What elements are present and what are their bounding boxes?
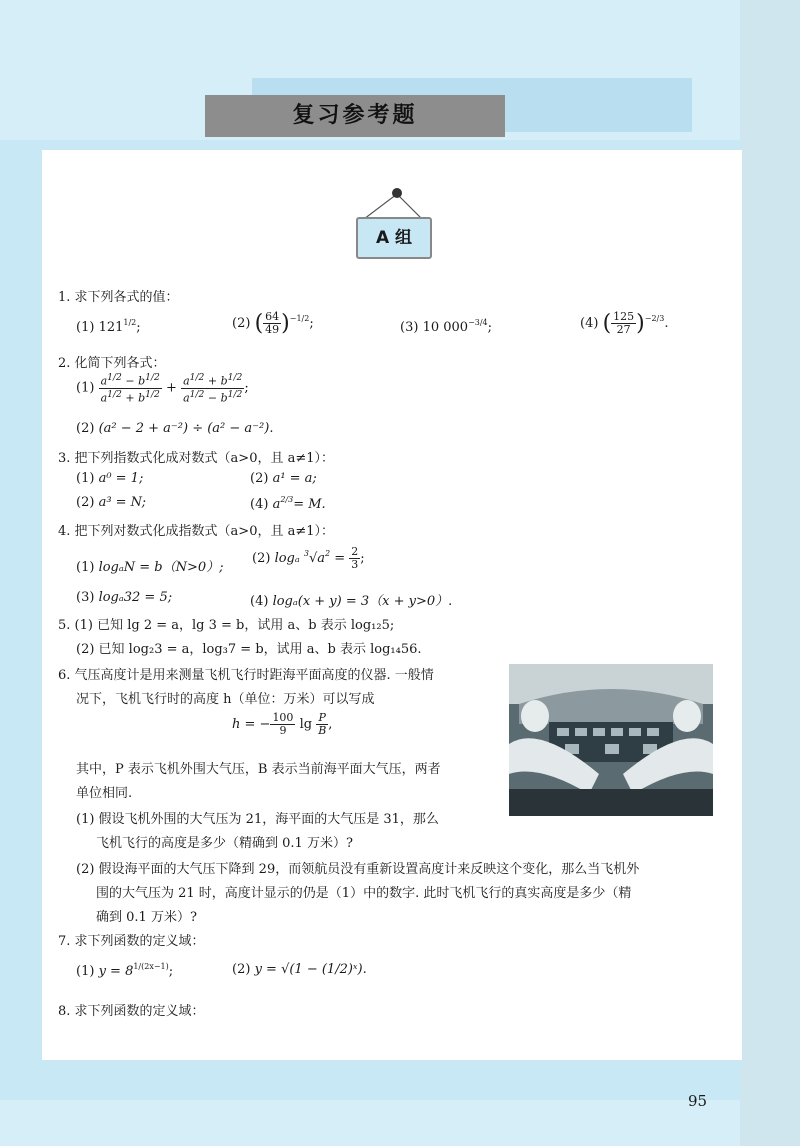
fraction: $\frac{a^{1/2} + b^{1/2}}{a^{1/2} - b^{1/2}}$	[183, 372, 243, 405]
item-label: (3)	[400, 320, 419, 335]
question-3	[58, 447, 334, 466]
expression: (a² − 2 + a⁻²) ÷ (a² − a⁻²).	[98, 421, 274, 436]
item-label: (2)	[232, 962, 251, 977]
denominator: B	[318, 724, 327, 737]
question-4	[58, 520, 334, 539]
question-6-sub-1-line-1: (1) 假设飞机外围的大气压为 21，海平面的大气压是 31，那么	[76, 812, 439, 827]
item-label: (1)	[76, 471, 95, 486]
fraction: $\frac{64}{49}$	[265, 310, 280, 336]
expression: a⁰ = 1;	[98, 471, 144, 486]
question-text: (1) 已知 lg 2 = a，lg 3 = b，试用 a、b 表示 log₁₂5;	[74, 618, 395, 633]
q3-item-4	[250, 495, 326, 512]
pin-icon	[392, 188, 402, 198]
item-label: (4)	[250, 497, 269, 512]
q7-item-2	[232, 962, 367, 977]
question-prompt: 求下列各式的值：	[74, 290, 179, 305]
numerator: P	[316, 712, 328, 725]
item-label: (2)	[76, 421, 95, 436]
question-number: 2.	[58, 356, 71, 371]
q2-item-1: (1) $\frac{a^{1/2} - b^{1/2}}{a^{1/2} + b^{1/2}}$ + $\frac{a^{1/2} + b^{1/2}}{a^{1/2} - b^{1/2}}$ ;	[76, 372, 249, 405]
question-6-line-2: 况下，飞机飞行时的高度 h（单位：万米）可以写成	[76, 692, 375, 707]
item-label: (1)	[76, 320, 95, 335]
exponent: −3/4	[468, 318, 488, 327]
altitude-formula	[232, 712, 332, 737]
q4-item-4	[250, 590, 452, 609]
q3-item-3	[76, 495, 146, 510]
question-prompt: 求下列函数的定义域：	[74, 934, 205, 949]
item-label: (4)	[250, 594, 269, 609]
question-6-sub-2-line-2: 围的大气压为 21 时，高度计显示的仍是（1）中的数字. 此时飞机飞行的真实高度是多少（精	[96, 886, 632, 901]
q1-item-2: (2) ( $\frac{64}{49}$ )$^{-1/2}$;	[232, 310, 314, 336]
cockpit-photo	[509, 664, 713, 816]
question-1	[58, 286, 179, 305]
item-label: (1)	[76, 560, 95, 575]
exponent: 1/2	[123, 318, 137, 327]
expression-base: 121	[98, 320, 124, 335]
question-7	[58, 930, 205, 949]
expression: a³ = N;	[98, 495, 146, 510]
question-2	[58, 352, 166, 371]
expression: logₐ(x + y) = 3（x + y>0）.	[272, 594, 453, 609]
section-title: 复习参考题	[292, 103, 418, 128]
q4-item-1	[76, 556, 224, 575]
item-label: (1)	[76, 380, 95, 396]
page-number: 95	[688, 1092, 708, 1110]
item-label: (2)	[76, 495, 95, 510]
right-margin-strip	[740, 0, 800, 1146]
fraction: $\frac{125}{27}$	[613, 310, 635, 336]
item-label: (2)	[250, 471, 269, 486]
group-label: A 组	[356, 217, 432, 259]
fraction: $\frac{2}{3}$	[351, 545, 359, 571]
item-label: (3)	[76, 590, 95, 605]
expression: logₐ32 = 5;	[98, 590, 173, 605]
fraction	[316, 712, 328, 737]
paren-open: (	[602, 311, 612, 336]
question-number: 1.	[58, 290, 71, 305]
question-6-line-1	[58, 664, 434, 683]
q4-item-3	[76, 590, 172, 605]
expression: y = √(1 − (1/2)ˣ).	[254, 962, 367, 977]
paren-close: )	[636, 311, 645, 336]
q1-item-3: (3) 10 $000^{-3/4}$;	[400, 318, 493, 335]
expression: logₐN = b（N>0）;	[98, 560, 224, 575]
question-number: 6.	[58, 668, 71, 683]
question-number: 5.	[58, 618, 71, 633]
question-8	[58, 1000, 205, 1019]
expression: = M.	[293, 497, 326, 512]
formula-lhs: h = −	[232, 717, 271, 732]
question-6-sub-2-line-1: (2) 假设海平面的大气压下降到 29，而领航员没有重新设置高度计来反映这个变化，那么当飞机外	[76, 862, 640, 877]
exponent: −2/3	[644, 314, 665, 323]
question-number: 4.	[58, 524, 71, 539]
q7-item-1: (1) $y = 8^{1/(2x-1)}$;	[76, 962, 174, 979]
question-text: 气压高度计是用来测量飞机飞行时距海平面高度的仪器. 一般情	[74, 668, 434, 683]
expression-base: $a^{2/3}$	[272, 495, 294, 512]
q1-item-1	[76, 318, 141, 335]
question-6-sub-1-line-2: 飞机飞行的高度是多少（精确到 0.1 万米）?	[96, 836, 353, 851]
question-5-line-2: (2) 已知 log₂3 = a，log₃7 = b，试用 a、b 表示 log₁₄56.	[76, 642, 422, 657]
expression-base: 10 000	[422, 320, 469, 335]
exponent: −1/2	[289, 314, 310, 323]
question-prompt: 把下列对数式化成指数式（a>0，且 a≠1）：	[74, 524, 335, 539]
q1-item-1-expression: $121^{1/2}$;	[98, 318, 141, 335]
expression: logₐ	[274, 551, 300, 566]
q2-item-2	[76, 421, 273, 436]
question-prompt: 把下列指数式化成对数式（a>0，且 a≠1）：	[74, 451, 335, 466]
q1-item-4: (4) ( $\frac{125}{27}$ )$^{-2/3}$.	[580, 310, 669, 336]
formula-end: ,	[328, 717, 333, 732]
item-label: (2)	[232, 316, 251, 331]
question-5-line-1	[58, 614, 394, 633]
question-number: 8.	[58, 1004, 71, 1019]
q4-item-2: (2) logₐ $^3√a^2$ = $\frac{2}{3}$ ;	[252, 545, 365, 571]
expression: y = 8	[98, 964, 134, 979]
numerator: 100	[272, 711, 294, 724]
fraction	[270, 712, 295, 737]
fraction: $\frac{a^{1/2} - b^{1/2}}{a^{1/2} + b^{1/2}}$	[100, 372, 160, 405]
item-label: (4)	[580, 316, 599, 331]
question-6-line-4: 单位相同.	[76, 786, 133, 801]
paren-close: )	[281, 311, 290, 336]
expression: a¹ = a;	[272, 471, 317, 486]
denominator: 9	[279, 724, 287, 737]
question-6-sub-2-line-3: 确到 0.1 万米）?	[96, 910, 197, 925]
question-6-line-3: 其中，P 表示飞机外围大气压，B 表示当前海平面大气压，两者	[76, 762, 441, 777]
question-number: 3.	[58, 451, 71, 466]
q3-item-2	[250, 471, 317, 486]
item-label: (2)	[252, 551, 271, 566]
question-prompt: 求下列函数的定义域：	[74, 1004, 205, 1019]
question-prompt: 化简下列各式：	[74, 356, 166, 371]
item-label: (1)	[76, 964, 95, 979]
q3-item-1	[76, 471, 143, 486]
question-number: 7.	[58, 934, 71, 949]
exponent: 1/(2x−1)	[133, 962, 169, 971]
lg-symbol: lg	[299, 717, 313, 732]
root-expression: $^3√a^2$	[303, 549, 331, 566]
paren-open: (	[254, 311, 264, 336]
